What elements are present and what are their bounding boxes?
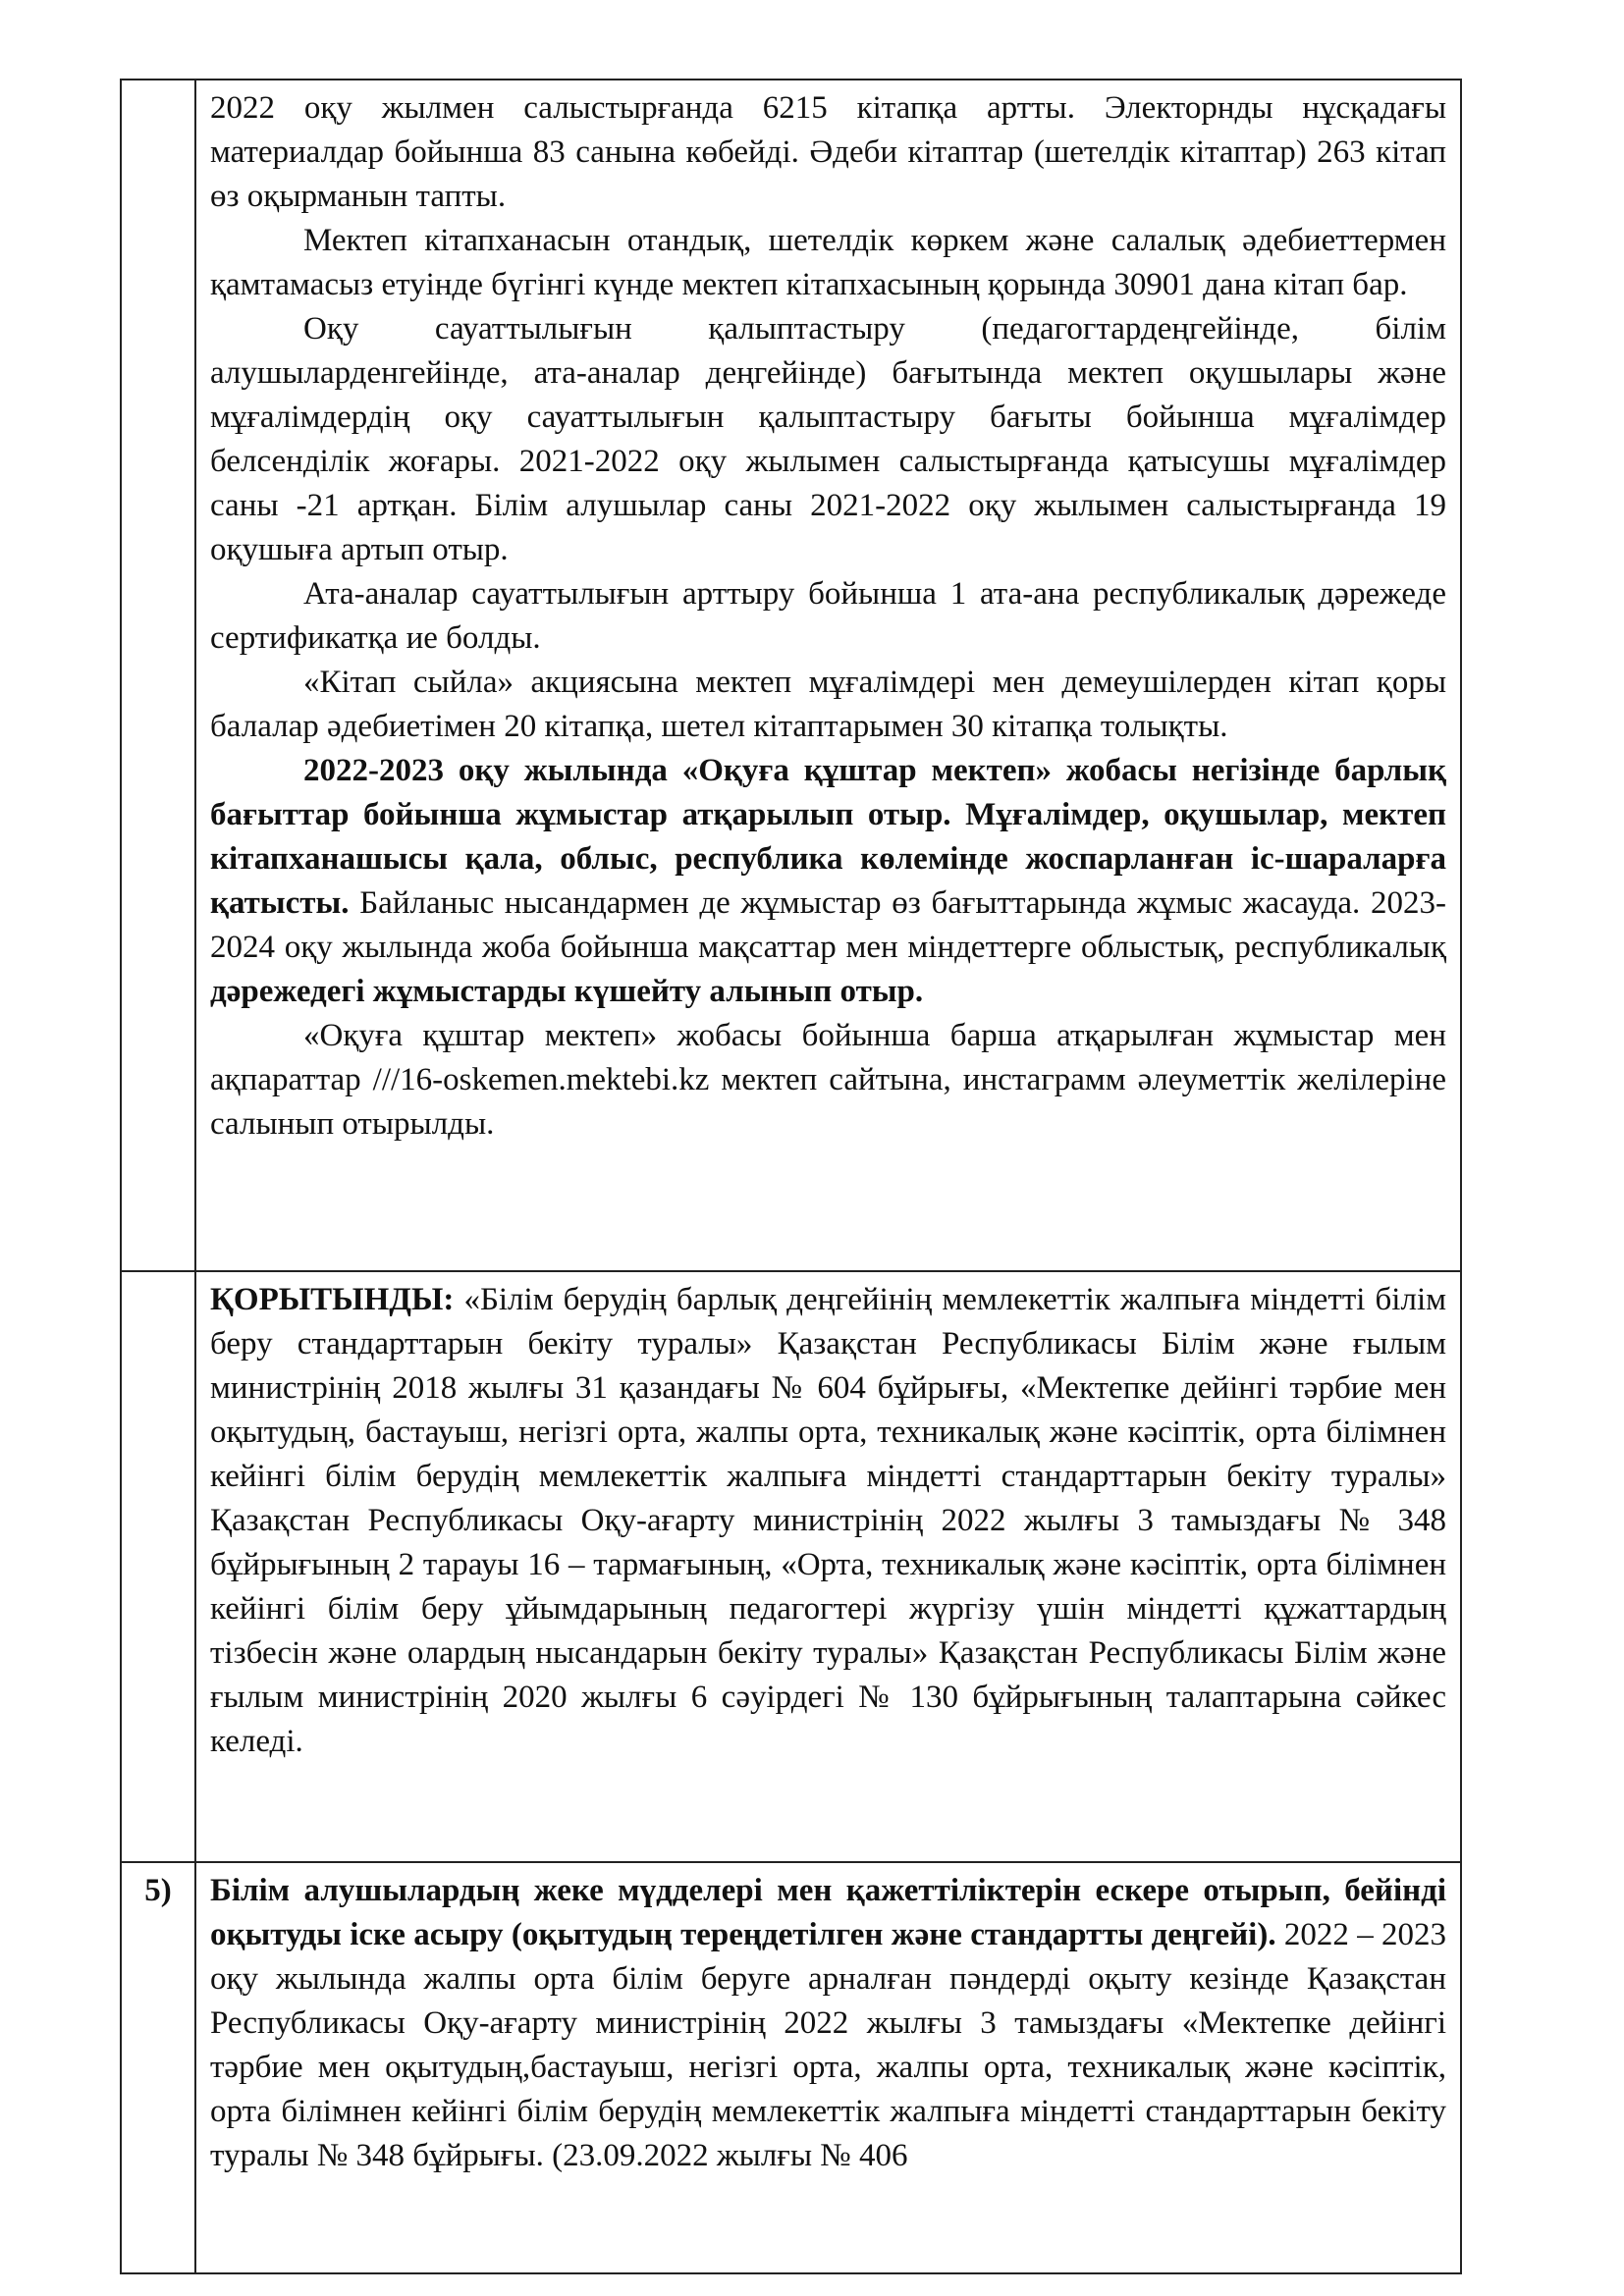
document-table (120, 79, 1462, 2274)
normal-text: Байланыс нысандармен де жұмыстар өз бағыттарында жұмыс жасауда. 2023-2024 оқу жылында жоба бойынша мақсаттар мен міндеттерге облыстық, республикалық (210, 885, 1446, 965)
paragraph-mixed (210, 749, 1446, 1014)
row-content (195, 1862, 1461, 2273)
table-row (121, 80, 1461, 1271)
paragraph: «Оқуға құштар мектеп» жобасы бойынша барша атқарылған жұмыстар мен ақпараттар ///16-oskemen.mektebi.kz мектеп сайтына, инстаграмм әлеуметтік желілеріне салынып отырылды. (210, 1018, 1446, 1142)
section-text: 2022 – 2023 оқу жылында жалпы орта білім беруге арналған пәндерді оқыту кезінде Қазақстан Республикасы Оқу-ағарту министрінің 2022 жылғы 3 тамыздағы «Мектепке дейінгі тәрбие мен оқытудың,бастауыш, негізгі орта, жалпы орта, техникалық және кәсіптік, орта білімнен кейінгі білім берудің мемлекеттік жалпыға міндетті стандарттарын бекіту туралы № 348 бұйрығы. (23.09.2022 жылғы № 406 (210, 1917, 1447, 2173)
paragraph: Ата-аналар сауаттылығын арттыру бойынша 1 ата-ана республикалық дәрежеде сертификатқа ие болды. (210, 576, 1446, 656)
paragraph: Оқу сауаттылығын қалыптастыру (педагогтардеңгейінде, білім алушыларденгейінде, ата-аналар деңгейінде) бағытында мектеп оқушылары және мұғалімдердің оқу сауаттылығын қалыптастыру бағыты бойынша мұғалімдер белсенділік жоғары. 2021-2022 оқу жылымен салыстырғанда қатысушы мұғалімдер саны -21 артқан. Білім алушылар саны 2021-2022 оқу жылымен салыстырғанда 19 оқушыға артып отыр. (210, 311, 1446, 567)
paragraph: 2022 оқу жылмен салыстырғанда 6215 кітапқа артты. Электорнды нұсқадағы материалдар бойынша 83 санына көбейді. Әдеби кітаптар (шетелдік кітаптар) 263 кітап өз оқырманын тапты. (210, 90, 1446, 214)
row-number (121, 1271, 195, 1862)
section-heading: Білім алушылардың жеке мүдделері мен қажеттіліктерін ескере отырып, бейінді оқытуды іске асыру (оқытудың тереңдетілген және стандартты деңгейі). (210, 1873, 1446, 1952)
table-row (121, 1271, 1461, 1862)
bold-text: 2022-2023 оқу жылында «Оқуға құштар мектеп» жобасы негізінде барлық бағыттар бойынша жұмыстар атқарылып отыр. Мұғалімдер, оқушылар, мектеп кітапханашысы қала, облыс, республика көлемінде жоспарланған іс-шараларға қатысты. (210, 753, 1446, 921)
section-paragraph (210, 1869, 1446, 2178)
bold-text: дәрежедегі жұмыстарды күшейту алынып отыр. (210, 974, 924, 1009)
row-number (121, 80, 195, 1271)
row-content (195, 1271, 1461, 1862)
row-content (195, 80, 1461, 1271)
conclusion-label: ҚОРЫТЫНДЫ: (210, 1282, 455, 1317)
paragraph: «Кітап сыйла» акциясына мектеп мұғалімдері мен демеушілерден кітап қоры балалар әдебиетімен 20 кітапқа, шетел кітаптарымен 30 кітапқа толықты. (210, 665, 1446, 744)
conclusion-paragraph (210, 1278, 1446, 1764)
table-row (121, 1862, 1461, 2273)
paragraph: Мектеп кітапханасын отандық, шетелдік көркем және салалық әдебиеттермен қамтамасыз етуінде бүгінгі күнде мектеп кітапхасының қорында 30901 дана кітап бар. (210, 223, 1446, 302)
row-number: 5) (121, 1862, 195, 2273)
conclusion-text: «Білім берудің барлық деңгейінің мемлекеттік жалпыға міндетті білім беру стандарттарын бекіту туралы» Қазақстан Республикасы Білім және ғылым министрінің 2018 жылғы 31 қазандағы № 604 бұйрығы, «Мектепке дейінгі тәрбие мен оқытудың, бастауыш, негізгі орта, жалпы орта, техникалық және кәсіптік, орта білімнен кейінгі білім берудің мемлекеттік жалпыға міндетті стандарттарын бекіту туралы» Қазақстан Республикасы Оқу-ағарту министрінің 2022 жылғы 3 тамыздағы № 348 бұйрығының 2 тарауы 16 – тармағының, «Орта, техникалық және кәсіптік, орта білімнен кейінгі білім беру ұйымдарының педагогтері жүргізу үшін міндетті құжаттардың тізбесін және олардың нысандарын бекіту туралы» Қазақстан Республикасы Білім және ғылым министрінің 2020 жылғы 6 сәуірдегі № 130 бұйрығының талаптарына сәйкес келеді. (210, 1282, 1446, 1759)
